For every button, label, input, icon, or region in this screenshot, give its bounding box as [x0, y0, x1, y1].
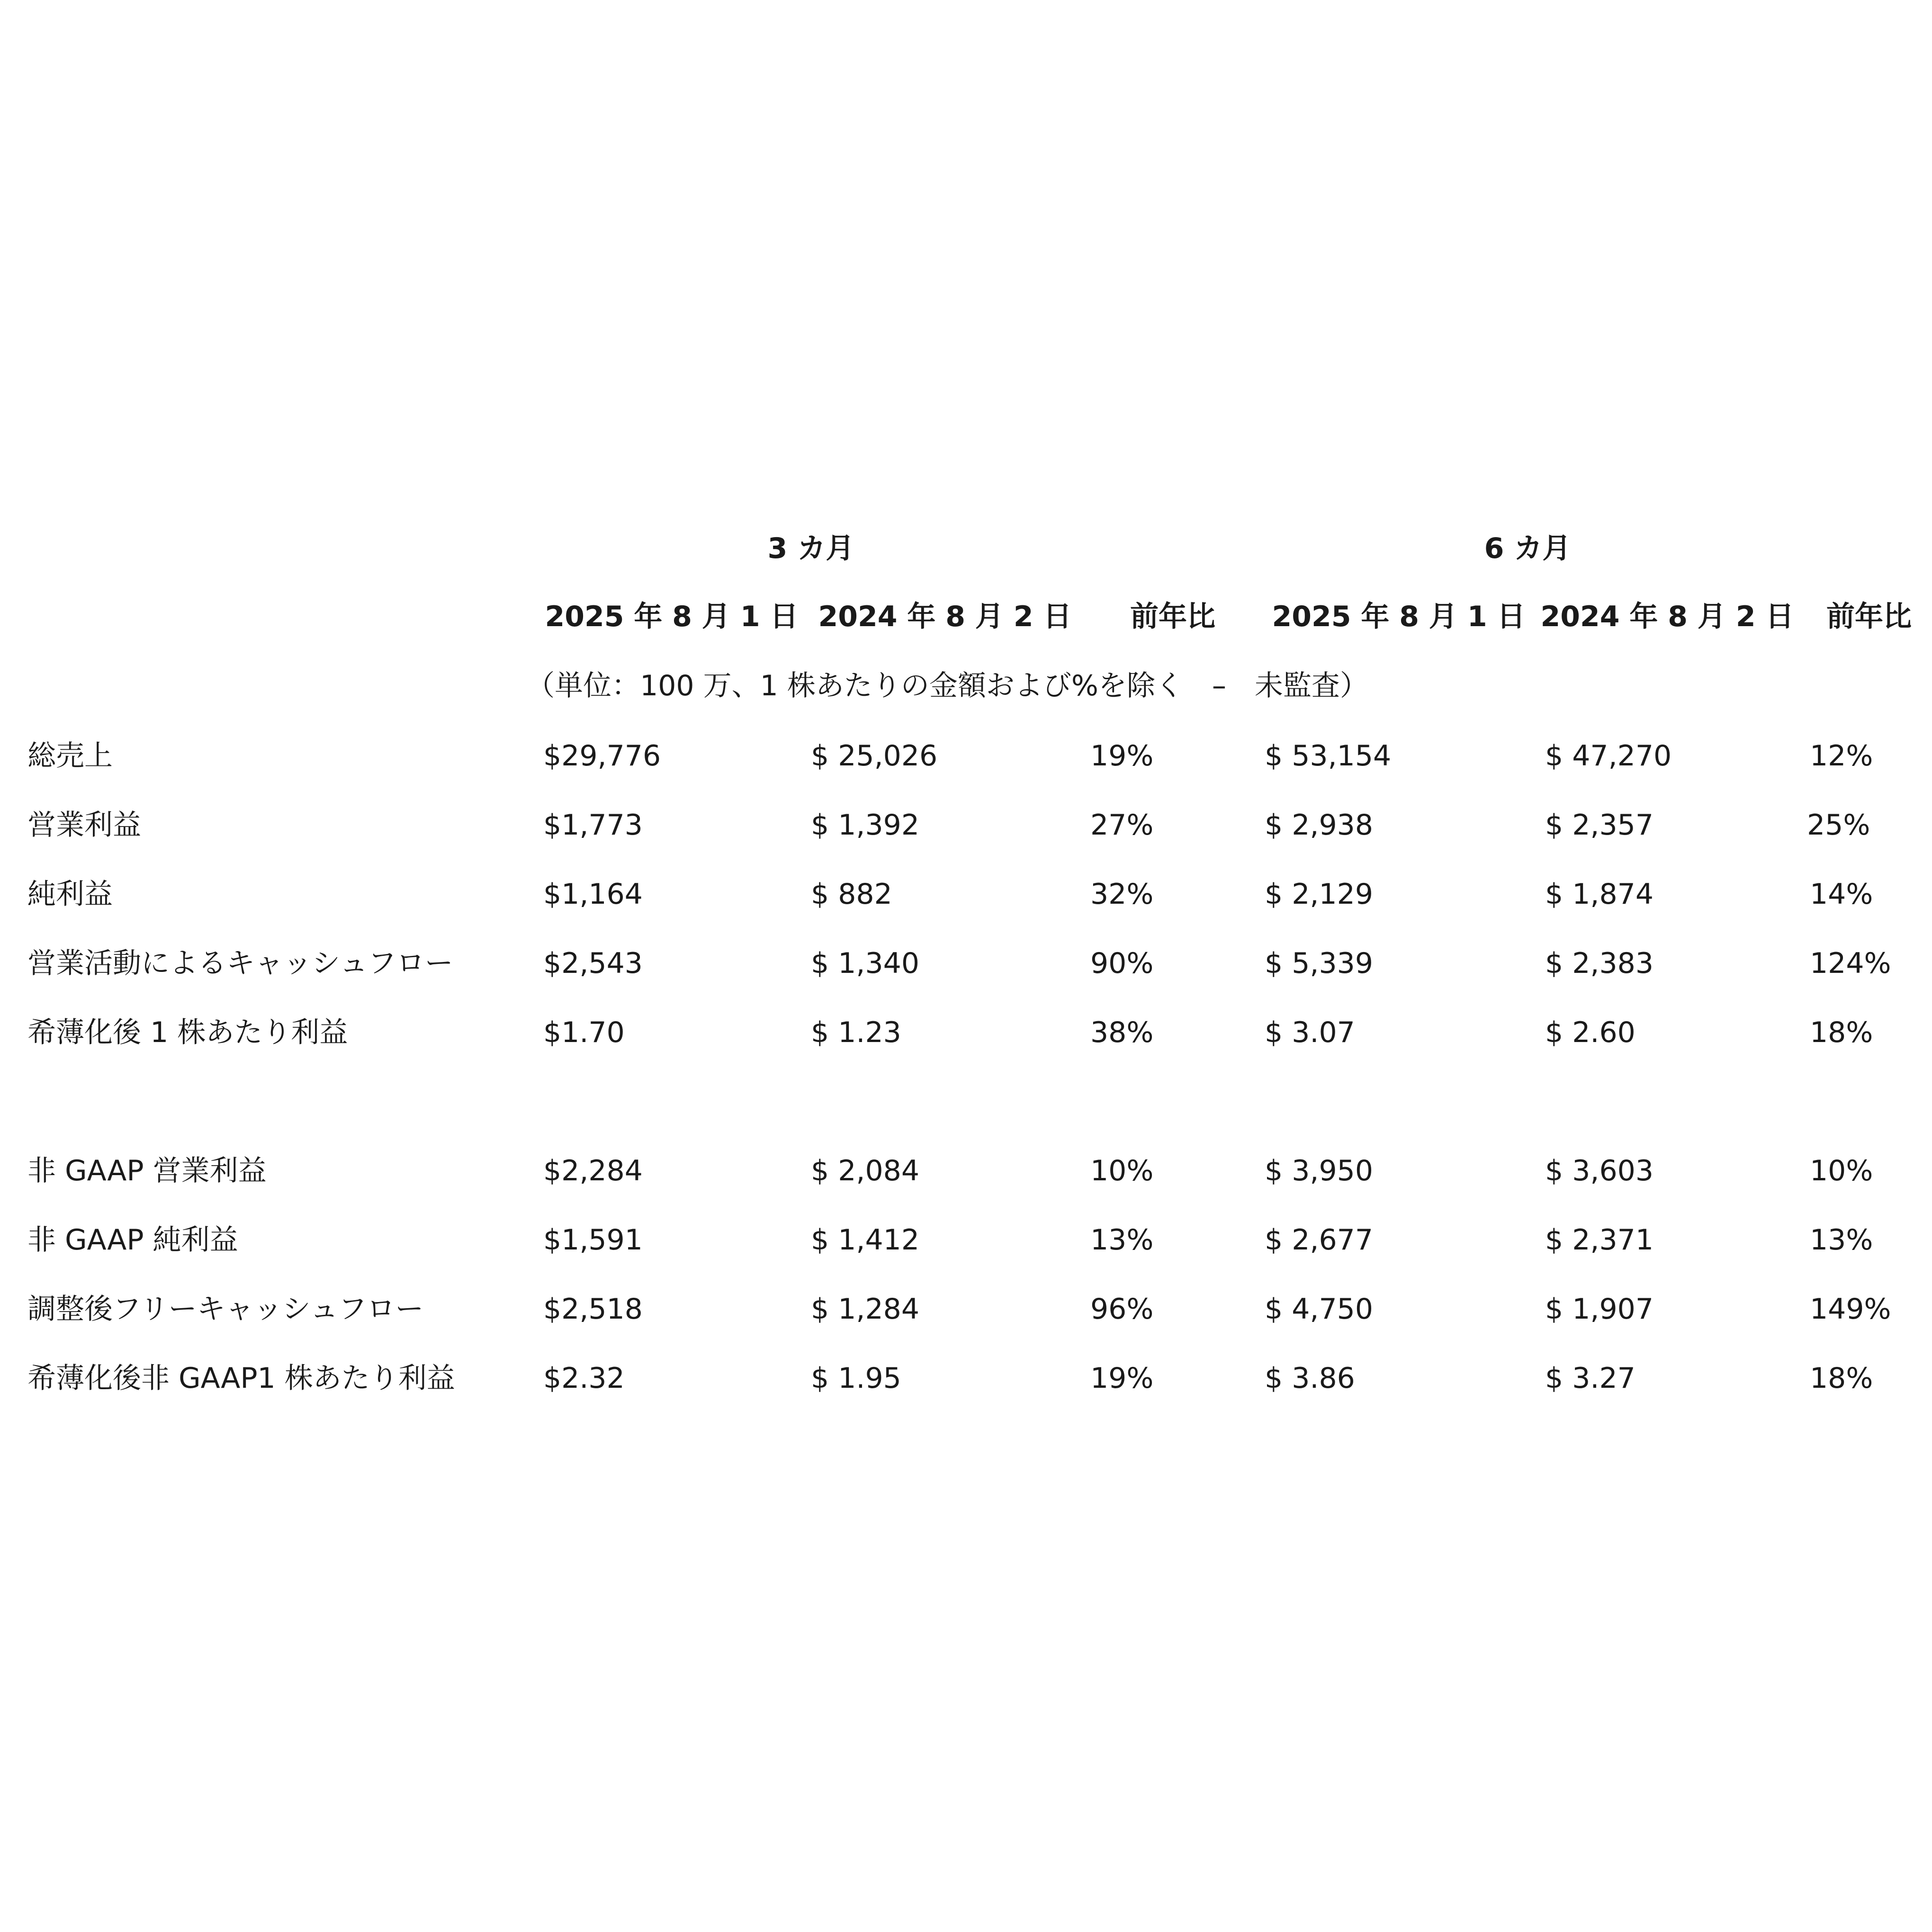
- row-label: 希薄化後非 GAAP1 株あたり利益: [27, 1362, 455, 1395]
- cell-6m-2025: $ 3.07: [1265, 1016, 1355, 1049]
- cell-6m-2024: $ 2.60: [1545, 1016, 1635, 1049]
- cell-3m-2024: $ 1,412: [811, 1223, 920, 1257]
- row-label: 調整後フリーキャッシュフロー: [27, 1293, 424, 1326]
- cell-6m-2025: $ 2,677: [1265, 1223, 1374, 1257]
- cell-3m-2024: $ 1.95: [811, 1362, 901, 1395]
- cell-6m-2025: $ 53,154: [1265, 739, 1392, 773]
- cell-3m-2024: $ 882: [811, 878, 892, 911]
- cell-3m-yoy: 19%: [1090, 1362, 1154, 1395]
- col-header-6m-2025: 2025 年 8 月 1 日: [1272, 600, 1526, 633]
- col-header-3m-2024: 2024 年 8 月 2 日: [818, 600, 1072, 633]
- col-header-6m-2024: 2024 年 8 月 2 日: [1540, 600, 1794, 633]
- col-header-3m-2025: 2025 年 8 月 1 日: [545, 600, 799, 633]
- cell-3m-2025: $1,591: [543, 1223, 643, 1257]
- cell-3m-2025: $1,773: [543, 809, 643, 842]
- row-label: 非 GAAP 営業利益: [27, 1154, 267, 1187]
- cell-6m-2025: $ 2,129: [1265, 878, 1374, 911]
- cell-6m-yoy: 25%: [1807, 809, 1870, 842]
- cell-6m-yoy: 14%: [1810, 878, 1873, 911]
- cell-6m-2024: $ 3.27: [1545, 1362, 1635, 1395]
- cell-6m-2024: $ 1,874: [1545, 878, 1654, 911]
- cell-3m-yoy: 96%: [1090, 1293, 1154, 1326]
- cell-3m-2025: $2,518: [543, 1293, 643, 1326]
- row-label: 総売上: [27, 739, 113, 773]
- cell-3m-yoy: 10%: [1090, 1154, 1154, 1187]
- cell-3m-2024: $ 2,084: [811, 1154, 920, 1187]
- cell-3m-2025: $1.70: [543, 1016, 625, 1049]
- cell-6m-2024: $ 1,907: [1545, 1293, 1654, 1326]
- cell-6m-2024: $ 2,371: [1545, 1223, 1654, 1257]
- cell-3m-yoy: 27%: [1090, 809, 1154, 842]
- cell-3m-2024: $ 1,392: [811, 809, 920, 842]
- cell-6m-yoy: 13%: [1810, 1223, 1873, 1257]
- cell-6m-2025: $ 3,950: [1265, 1154, 1374, 1187]
- cell-6m-yoy: 12%: [1810, 739, 1873, 773]
- cell-3m-yoy: 13%: [1090, 1223, 1154, 1257]
- cell-6m-yoy: 18%: [1810, 1362, 1873, 1395]
- row-label: 非 GAAP 純利益: [27, 1223, 238, 1257]
- cell-6m-yoy: 10%: [1810, 1154, 1873, 1187]
- cell-3m-2025: $2,284: [543, 1154, 643, 1187]
- row-label: 希薄化後 1 株あたり利益: [27, 1016, 348, 1049]
- cell-6m-2024: $ 47,270: [1545, 739, 1672, 773]
- cell-6m-yoy: 149%: [1810, 1293, 1891, 1326]
- group-header-3-months: 3 カ月: [767, 532, 854, 565]
- cell-3m-2025: $1,164: [543, 878, 643, 911]
- col-header-3m-yoy: 前年比: [1130, 600, 1215, 633]
- cell-3m-2025: $2.32: [543, 1362, 625, 1395]
- cell-6m-2024: $ 3,603: [1545, 1154, 1654, 1187]
- cell-3m-2024: $ 1,340: [811, 947, 920, 980]
- col-header-6m-yoy: 前年比: [1826, 600, 1912, 633]
- row-label: 純利益: [27, 878, 113, 911]
- cell-3m-2024: $ 1.23: [811, 1016, 901, 1049]
- cell-3m-2025: $2,543: [543, 947, 643, 980]
- cell-3m-yoy: 19%: [1090, 739, 1154, 773]
- cell-6m-2024: $ 2,383: [1545, 947, 1654, 980]
- cell-3m-yoy: 32%: [1090, 878, 1154, 911]
- row-label: 営業利益: [27, 809, 141, 842]
- cell-6m-2025: $ 3.86: [1265, 1362, 1355, 1395]
- cell-3m-2024: $ 1,284: [811, 1293, 920, 1326]
- cell-3m-yoy: 38%: [1090, 1016, 1154, 1049]
- cell-6m-2025: $ 5,339: [1265, 947, 1374, 980]
- cell-3m-2024: $ 25,026: [811, 739, 938, 773]
- cell-6m-yoy: 18%: [1810, 1016, 1873, 1049]
- row-label: 営業活動によるキャッシュフロー: [27, 947, 453, 980]
- cell-6m-yoy: 124%: [1810, 947, 1891, 980]
- unit-note: （単位：100 万、1 株あたりの金額および%を除く – 未監査）: [526, 669, 1368, 702]
- cell-6m-2024: $ 2,357: [1545, 809, 1654, 842]
- group-header-6-months: 6 カ月: [1484, 532, 1571, 565]
- cell-6m-2025: $ 4,750: [1265, 1293, 1374, 1326]
- cell-3m-2025: $29,776: [543, 739, 661, 773]
- cell-3m-yoy: 90%: [1090, 947, 1154, 980]
- cell-6m-2025: $ 2,938: [1265, 809, 1374, 842]
